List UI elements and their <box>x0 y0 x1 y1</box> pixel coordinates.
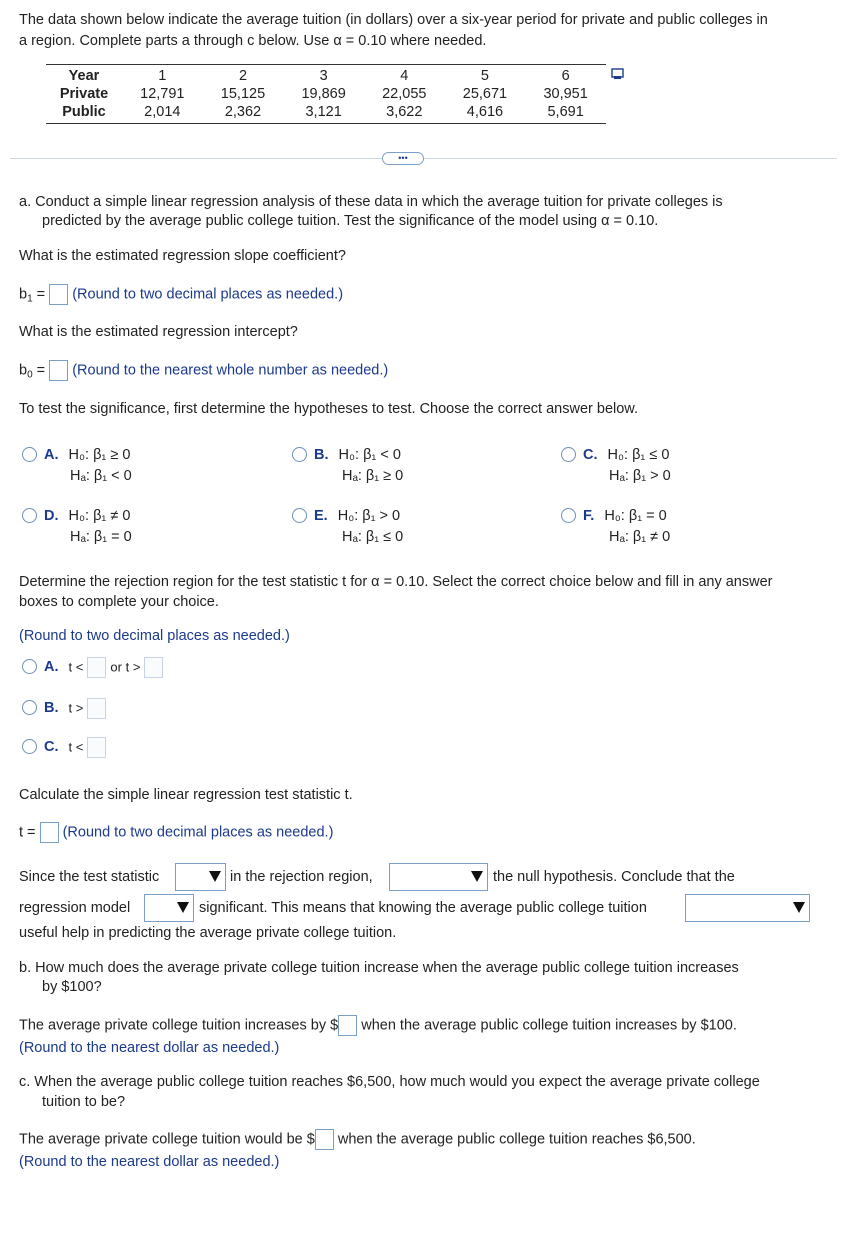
slope-hint: (Round to two decimal places as needed.) <box>72 286 344 303</box>
option-ha: Hₐ: β₁ ≥ 0 <box>342 468 404 484</box>
provides-dropdown[interactable] <box>685 894 810 922</box>
intercept-hint: (Round to the nearest whole number as needed.) <box>72 362 389 379</box>
option-ha: Hₐ: β₁ = 0 <box>70 529 132 545</box>
slope-answer-row: $b_1$ = (Round to two decimal places as needed.) <box>19 284 343 305</box>
option-letter: F. <box>583 508 595 524</box>
radio-icon[interactable] <box>22 739 37 754</box>
radio-icon[interactable] <box>22 659 37 674</box>
part-c-answer-post: when the average public college tuition reaches $6,500. <box>337 1131 696 1148</box>
table-cell: 30,951 <box>543 86 588 102</box>
slope-label: b <box>19 286 28 303</box>
option-text: or t > <box>110 659 141 675</box>
table-cell: 4 <box>400 68 409 84</box>
slope-subscript: 1 <box>27 293 33 305</box>
option-ha: Hₐ: β₁ ≤ 0 <box>342 529 404 545</box>
hyp-option-b[interactable] <box>292 447 401 463</box>
option-letter: A. <box>44 659 59 676</box>
hyp-option-e[interactable] <box>292 508 400 524</box>
radio-icon[interactable] <box>292 508 307 523</box>
row-label-public: Public <box>62 104 106 120</box>
copy-data-icon[interactable] <box>611 68 625 84</box>
is-isnot-dropdown[interactable] <box>175 863 226 891</box>
option-text: t < <box>68 659 84 675</box>
hyp-option-f[interactable] <box>561 508 667 524</box>
option-h0: H₀: β₁ ≠ 0 <box>68 508 131 524</box>
rejection-hint: (Round to two decimal places as needed.) <box>19 628 290 644</box>
part-c-hint: (Round to the nearest dollar as needed.) <box>19 1154 280 1170</box>
slope-question: What is the estimated regression slope coefficient? <box>19 248 346 264</box>
tstat-input[interactable] <box>40 822 59 843</box>
slope-input[interactable] <box>49 284 68 305</box>
row-label-year: Year <box>68 68 100 84</box>
radio-icon[interactable] <box>292 447 307 462</box>
table-row-private <box>46 85 606 103</box>
table-cell: 2 <box>238 68 248 84</box>
table-cell: 2,014 <box>144 104 181 120</box>
rej-a-lower-input[interactable] <box>87 657 106 678</box>
radio-icon[interactable] <box>22 447 37 462</box>
null-text: the null hypothesis. Conclude that the <box>493 869 735 885</box>
radio-icon[interactable] <box>561 508 576 523</box>
radio-icon[interactable] <box>561 447 576 462</box>
option-ha: Hₐ: β₁ < 0 <box>70 468 132 484</box>
table-cell: 12,791 <box>140 86 185 102</box>
part-b-line-2: by $100? <box>42 979 102 995</box>
tstat-prompt: Calculate the simple linear regression test statistic t. <box>19 787 353 803</box>
table-cell: 6 <box>561 68 570 84</box>
tstat-hint: (Round to two decimal places as needed.) <box>62 824 334 841</box>
significant-text: significant. This means that knowing the average public college tuition <box>199 900 647 916</box>
since-text: Since the test statistic <box>19 869 160 885</box>
part-a-line-1: a. Conduct a simple linear regression analysis of these data in which the average tuition for private colleges is <box>19 194 723 210</box>
option-letter: D. <box>44 508 59 524</box>
part-a-line-2: predicted by the average public college tuition. Test the significance of the model using α = 0.10. <box>42 213 659 229</box>
option-h0: H₀: β₁ > 0 <box>337 508 401 524</box>
table-cell: 1 <box>158 68 167 84</box>
option-h0: H₀: β₁ = 0 <box>604 508 667 524</box>
part-b-hint: (Round to the nearest dollar as needed.) <box>19 1040 280 1056</box>
intercept-input[interactable] <box>49 360 68 381</box>
useful-text: useful help in predicting the average private college tuition. <box>19 925 397 941</box>
option-ha: Hₐ: β₁ > 0 <box>609 468 671 484</box>
chevron-down-icon <box>793 902 805 913</box>
hypothesis-prompt: To test the significance, first determine the hypotheses to test. Choose the correct answer below. <box>19 401 638 417</box>
part-b-input[interactable] <box>338 1015 357 1036</box>
chevron-down-icon <box>471 871 483 882</box>
chevron-down-icon <box>209 871 221 882</box>
option-letter: A. <box>44 447 59 463</box>
intro-line-1: The data shown below indicate the average tuition (in dollars) over a six-year period for private and public colleges in <box>19 12 768 28</box>
intercept-label: b <box>19 362 28 379</box>
rej-option-c[interactable] <box>22 737 106 758</box>
table-cell: 22,055 <box>382 86 427 102</box>
rej-option-a[interactable] <box>22 657 163 678</box>
option-text: t > <box>68 700 84 716</box>
chevron-down-icon <box>177 902 189 913</box>
table-row-public <box>46 103 606 121</box>
model-text: regression model <box>19 900 131 916</box>
part-b-answer-pre: The average private college tuition increases by $ <box>19 1017 339 1034</box>
table-cell: 3 <box>319 68 328 84</box>
part-c-line-2: tuition to be? <box>42 1094 126 1110</box>
part-c-line-1: c. When the average public college tuition reaches $6,500, how much would you expect the average private college <box>19 1074 760 1090</box>
table-cell: 19,869 <box>301 86 346 102</box>
hyp-option-d[interactable] <box>22 508 130 524</box>
option-letter: B. <box>314 447 329 463</box>
rej-b-input[interactable] <box>87 698 106 719</box>
is-significant-dropdown[interactable] <box>144 894 194 922</box>
tstat-answer-row <box>19 822 333 843</box>
option-letter: E. <box>314 508 328 524</box>
option-ha: Hₐ: β₁ ≠ 0 <box>609 529 671 545</box>
part-b-line-1: b. How much does the average private college tuition increase when the average public college tuition increases <box>19 960 739 976</box>
rejection-prompt-line-2: boxes to complete your choice. <box>19 594 219 610</box>
table-cell: 25,671 <box>462 86 508 102</box>
part-b-answer-post: when the average public college tuition increases by $100. <box>361 1017 737 1034</box>
rej-a-upper-input[interactable] <box>144 657 163 678</box>
part-b-answer-row <box>19 1015 737 1036</box>
part-c-answer-pre: The average private college tuition would be $ <box>19 1131 315 1148</box>
intercept-subscript: 0 <box>27 369 33 381</box>
option-letter: C. <box>44 739 59 756</box>
table-cell: 5 <box>480 68 489 84</box>
radio-icon[interactable] <box>22 508 37 523</box>
data-table <box>46 64 606 124</box>
expand-button[interactable]: ••• <box>382 152 424 165</box>
in-region-text: in the rejection region, <box>230 869 373 885</box>
rejection-prompt-line-1: Determine the rejection region for the test statistic t for α = 0.10. Select the correct choice below and fill in any answer <box>19 574 773 590</box>
table-cell: 4,616 <box>466 104 504 120</box>
option-letter: B. <box>44 700 59 717</box>
table-cell: 15,125 <box>220 86 266 102</box>
table-cell: 5,691 <box>547 104 584 120</box>
hyp-option-c[interactable] <box>561 447 669 463</box>
option-h0: H₀: β₁ ≤ 0 <box>607 447 670 463</box>
radio-icon[interactable] <box>22 700 37 715</box>
table-cell: 3,121 <box>305 104 342 120</box>
option-h0: H₀: β₁ ≥ 0 <box>68 447 131 463</box>
rej-c-input[interactable] <box>87 737 106 758</box>
intro-line-2: a region. Complete parts a through c below. Use α = 0.10 where needed. <box>19 33 487 49</box>
option-h0: H₀: β₁ < 0 <box>338 447 401 463</box>
hyp-option-a[interactable] <box>22 447 130 463</box>
intercept-answer-row: $b_0$ = (Round to the nearest whole number as needed.) <box>19 360 388 381</box>
part-c-answer-row <box>19 1129 696 1150</box>
rej-option-b[interactable] <box>22 698 106 719</box>
option-letter: C. <box>583 447 598 463</box>
intercept-question: What is the estimated regression intercept? <box>19 324 298 340</box>
row-label-private: Private <box>59 86 109 102</box>
table-cell: 3,622 <box>386 104 423 120</box>
option-text: t < <box>68 739 84 755</box>
table-cell: 2,362 <box>224 104 262 120</box>
part-c-input[interactable] <box>315 1129 334 1150</box>
table-row-year <box>46 67 606 85</box>
tstat-label: t = <box>19 824 36 841</box>
reject-decision-dropdown[interactable] <box>389 863 488 891</box>
